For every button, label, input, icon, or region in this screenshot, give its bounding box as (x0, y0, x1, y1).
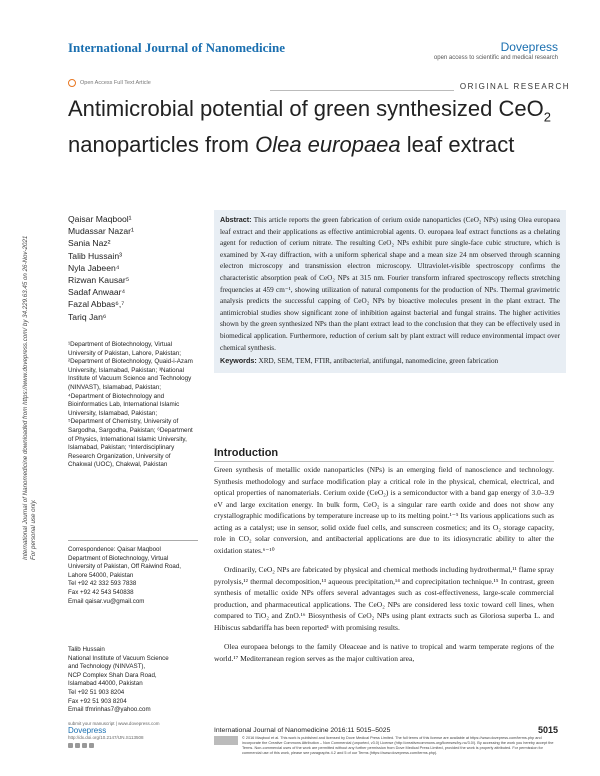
journal-name[interactable]: International Journal of Nanomedicine (68, 40, 286, 55)
correspondence-block-2: Talib Hussain National Institute of Vacuum Science and Technology (NINVAST), NCP Complex Shah Dara Road, Islamabad 44000, Pakistan Tel +92 51 903 8204 Fax +92 51 903 8204 Email tfmrinhas7@yahoo.com (68, 646, 193, 715)
article-title: Antimicrobial potential of green synthesized CeO$_2$ nanoparticles from Olea europaea leaf extract (68, 96, 551, 158)
author: Fazal Abbas⁶,⁷ (68, 299, 125, 310)
article-type: ORIGINAL RESEARCH (454, 82, 570, 91)
abstract-box (214, 210, 566, 373)
copyright-notice (214, 736, 556, 756)
paragraph: Olea europaea belongs to the family Oleaceae and is native to tropical and warm temperate regions of the world.¹⁷ Mediterranean region serves as the major cultivation area, (214, 642, 554, 663)
facebook-icon[interactable] (68, 743, 73, 748)
linkedin-icon[interactable] (82, 743, 87, 748)
author-list (68, 213, 134, 323)
abstract-label: Abstract: (220, 215, 252, 224)
author: Tariq Jan⁶ (68, 311, 107, 322)
paragraph: Ordinarily, CeO₂ NPs are fabricated by physical and chemical methods including hydrothermal,¹¹ flame spray pyrolysis,¹² thermal decomposition,¹³ aqueous precipitation,¹⁴ and coprecipitation technique.¹⁵ In contrast, green synthesis of metallic oxide NPs offers several advantages such as cost-effectiveness, large-scale commercial production, and pharmaceutical applications. The CeO₂ NPs are considered less toxic toward cell lines, when compared to TiO₂ and ZnO.¹⁶ Biosynthesis of CeO₂ NPs using plant extracts such as Gloriosa superba L. and Hibiscus sabdariffa has been reported¹ with promising results. (214, 565, 554, 632)
sidebar-download-note: International Journal of Nanomedicine downloaded from https://www.dovepress.com/ by 34.229.63.45 on 26-Nov-2021 (22, 235, 29, 560)
footer-logo[interactable]: Dovepress (68, 726, 107, 735)
footer-journal-ref: International Journal of Nanomedicine 2016:11 5015–5025 (214, 727, 391, 734)
publisher-tagline: open access to scientific and medical research (433, 55, 558, 61)
author: Sadaf Anwaar⁴ (68, 287, 126, 298)
cc-license-icon[interactable] (214, 736, 238, 745)
author: Sania Naz² (68, 238, 111, 249)
introduction-body (214, 464, 554, 672)
open-access-icon (68, 79, 76, 87)
affiliations: ¹Department of Biotechnology, Virtual University of Pakistan, Lahore, Pakistan; ²Department of Biotechnology, Quaid-i-Azam University, Islamabad, Pakistan; ³National Institute of Vacuum Science and Technology (NINVAST), Islamabad, Pakistan; ⁴Department of Biotechnology and Bioinformatics Lab, International Islamic University, Islamabad, Pakistan; ⁵Department of Chemistry, University of Sargodha, Sargodha, Pakistan; ⁶Department of Physics, International Islamic University, Islamabad, Pakistan; ⁷Interdisciplinary Research Organization, University of Chakwal (UOC), Chakwal, Pakistan (68, 341, 193, 469)
author: Talib Hussain³ (68, 250, 122, 261)
publisher-logo[interactable]: Dovepress (500, 40, 558, 54)
copyright-text: © 2016 Maqbool et al. This work is published and licensed by Dove Medical Press Limited. The full terms of this license are available at https://www.dovepress.com/terms.php and incorporate the Creative Commons Attribution – Non Commercial (unported, v3.0) License (http://creativecommons.org/licenses/by-nc/3.0/). By accessing the work you hereby accept the Terms. Non-commercial uses of the work are permitted without any further permission from Dove Medical Press Limited, provided the work is properly attributed. For permission for commercial use of this work, please see paragraphs 4.2 and 5 of our Terms (https://www.dovepress.com/terms.php). (242, 736, 554, 755)
author: Qaisar Maqbool¹ (68, 214, 132, 224)
doi-link[interactable]: http://dx.doi.org/10.2147/IJN.S113508 (68, 735, 144, 740)
social-icons (68, 743, 159, 748)
keywords-label: Keywords: (220, 356, 257, 366)
section-heading-introduction: Introduction (214, 447, 279, 459)
section-divider (214, 461, 554, 462)
author: Nyla Jabeen⁴ (68, 262, 120, 273)
author: Rizwan Kausar⁵ (68, 275, 130, 286)
keywords: XRD, SEM, TEM, FTIR, antibacterial, antifungal, nanomedicine, green fabrication (256, 357, 499, 366)
sidebar-personal-use: For personal use only. (30, 499, 37, 560)
paragraph: Green synthesis of metallic oxide nanoparticles (NPs) is an emerging field of nanoscience and technology. Synthesis methodology and surface modification play a critical role in the physical, chemical, electrical, and optical properties of nanomaterials. Cerium oxide (CeO₂) is a semiconductor with a band gap energy of 3.0–3.9 eV and large excitation energy. In bulk form, CeO₂ is a singular rare earth oxide and does not show any crystallographic modifications by temperature increase up to its melting point.¹⁻⁵ Its various applications such as acting as a catalyst; use in sensor, solid oxide fuel cells, and sunscreen cosmetics; and its O₂ storage capacity, role in CO₂ solar conversion, and antibacterial applications are due to its idiosyncratic ability to alter the oxidation states.⁶⁻¹⁰ (214, 465, 554, 555)
submit-link[interactable]: submit your manuscript | www.dovepress.com (68, 721, 160, 726)
open-access-badge (68, 79, 151, 87)
twitter-icon[interactable] (75, 743, 80, 748)
footer-left (68, 720, 159, 748)
correspondence-block: Correspondence: Qaisar Maqbool Department of Biotechnology, Virtual University of Pakistan, Off Raiwind Road, Lahore 54000, Pakistan Tel +92 42 332 593 7838 Fax +92 42 543 540838 Email qaisar.vu@gmail.com (68, 546, 193, 606)
author: Mudassar Nazar¹ (68, 226, 134, 237)
correspondence-divider (68, 540, 198, 541)
youtube-icon[interactable] (89, 743, 94, 748)
abstract-text: This article reports the green fabrication of cerium oxide nanoparticles (CeO₂ NPs) using Olea europaea leaf extract and their applications as effective antimicrobial agents. O. europaea leaf extract functions as a chelating agent for reduction of cerium nitrate. The resulting CeO₂ NPs exhibit pure single-face cubic structure, which is examined by X-ray diffraction, with a uniform spherical shape and a mean size 24 nm observed through scanning electron microscopy and transmission electron microscopy. Ultraviolet-visible spectroscopy confirms the characteristic absorption peak of CeO₂ NPs at 315 nm. Fourier transform infrared spectroscopy reflects stretching frequencies at 459 cm⁻¹, showing utilization of natural components for the production of NPs. Thermal gravimetric analysis predicts the successful capping of CeO₂ NPs by bioactive molecules present in the plant extract. The antimicrobial studies show significant zone of inhibition against bacterial and fungal strains. The higher activities shown by the green synthesized NPs than the plant extract lead to the conclusion that they can be effectively used in biomedical application. Furthermore, reduction of cerium salt by plant extract will reduce environmental impact over chemical synthesis. (220, 216, 560, 352)
correspondence-email-2[interactable]: Email tfmrinhas7@yahoo.com (68, 706, 151, 714)
download-sidebar (8, 130, 36, 690)
correspondence-email[interactable]: Email qaisar.vu@gmail.com (68, 597, 145, 605)
open-access-label: Open Access Full Text Article (80, 80, 151, 86)
page-number: 5015 (537, 725, 558, 735)
